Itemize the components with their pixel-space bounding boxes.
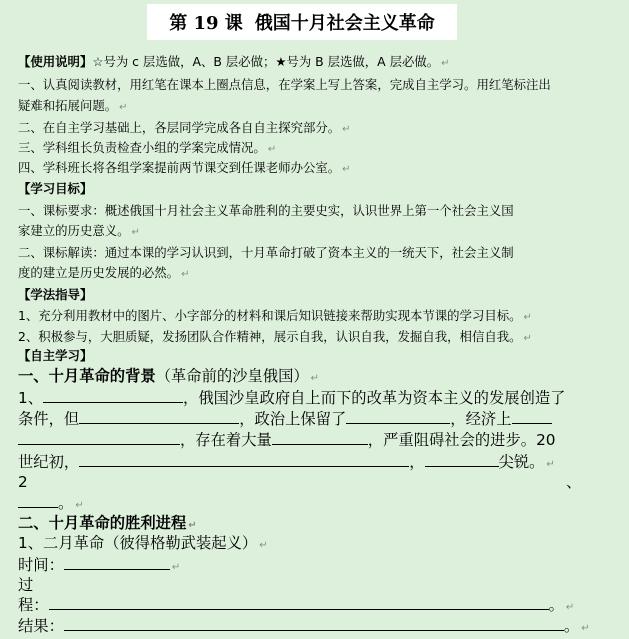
lesson-title-box: [147, 4, 457, 40]
fill-blank[interactable]: [425, 453, 499, 467]
fill-line-1: 1、 ，俄国沙皇政府自上而下的改革为资本主义的发展创造了: [18, 389, 566, 407]
usage-heading: 【使用说明】: [18, 54, 93, 69]
goals-heading: 【学习目标】: [18, 181, 93, 196]
paragraph-mark-icon: ↵: [523, 312, 532, 323]
paragraph-mark-icon: ↵: [181, 269, 190, 280]
usage-item: 三、学科组长负责检查小组的学案完成情况。 ↵: [18, 140, 277, 155]
paragraph-mark-icon: ↵: [119, 102, 128, 113]
fill-line-6: 。 ↵: [18, 493, 84, 516]
fill-blank[interactable]: [18, 494, 58, 508]
fill-line-2: 条件，但 ，政治上保留了 ，经济上: [18, 409, 552, 429]
paragraph-mark-icon: ↵: [171, 562, 181, 573]
goal-item: 一、课标要求：概述俄国十月社会主义革命胜利的主要史实，认识世界上第一个社会主义国: [18, 203, 514, 218]
section-1-title-line: [18, 366, 319, 389]
paragraph-mark-icon: ↵: [342, 164, 351, 175]
time-line: 时间： ↵: [18, 556, 181, 574]
goal-item: 二、课标解读：通过本课的学习认识到，十月革命打破了资本主义的一统天下，社会主义制: [18, 245, 514, 260]
paragraph-mark-icon: ↵: [441, 58, 450, 69]
section-2-title: 二、十月革命的胜利进程 ↵: [18, 514, 197, 532]
section-1-subtitle: （革命前的沙皇俄国）: [155, 367, 309, 385]
usage-item: 疑难和拓展问题。 ↵: [18, 98, 128, 113]
goal-item: 度的建立是历史发展的必然。 ↵: [18, 265, 190, 280]
fill-blank[interactable]: [79, 410, 239, 424]
result-line: 结果： 。 ↵: [18, 617, 590, 635]
self-study-heading: 【自主学习】: [18, 348, 93, 363]
usage-item: 二、在自主学习基础上，各层同学完成各自自主探究部分。 ↵: [18, 120, 351, 135]
paragraph-mark-icon: ↵: [259, 540, 268, 551]
paragraph-mark-icon: ↵: [342, 124, 351, 135]
section-2-subtitle: 1、二月革命（彼得格勒武装起义） ↵: [18, 534, 268, 552]
paragraph-mark-icon: ↵: [267, 144, 277, 155]
usage-rule: ☆号为 c 层选做，A、B 层必做；★号为 B 层选做，A 层必做。: [92, 54, 440, 69]
fill-blank[interactable]: [272, 431, 368, 445]
result-blank[interactable]: [64, 617, 564, 631]
lesson-number: 第 19 课: [169, 13, 243, 34]
time-blank[interactable]: [64, 556, 170, 570]
paragraph-mark-icon: ↵: [565, 602, 575, 613]
goal-item: 家建立的历史意义。 ↵: [18, 223, 140, 238]
fill-blank[interactable]: [512, 410, 552, 424]
fill-blank[interactable]: [346, 410, 450, 424]
fill-blank[interactable]: [18, 431, 180, 445]
fill-line-3: ，存在着大量 ，严重阻碍社会的进步。20: [18, 430, 556, 450]
usage-rule-line: [18, 54, 450, 72]
process-blank[interactable]: [49, 596, 549, 610]
fill-blank[interactable]: [79, 453, 409, 467]
paragraph-mark-icon: ↵: [523, 333, 532, 344]
lesson-title: 俄国十月社会主义革命: [254, 13, 435, 34]
usage-item: 四、学科班长将各组学案提前两节课交到任课老师办公室。 ↵: [18, 160, 351, 175]
fill-line-5-left: 2: [18, 473, 28, 491]
paragraph-mark-icon: ↵: [75, 500, 84, 511]
paragraph-mark-icon: ↵: [310, 373, 320, 384]
paragraph-mark-icon: ↵: [546, 459, 555, 470]
paragraph-mark-icon: ↵: [581, 623, 590, 634]
method-heading: 【学法指导】: [18, 287, 93, 302]
fill-blank[interactable]: [43, 389, 183, 403]
process-label-1: 过: [18, 576, 34, 594]
paragraph-mark-icon: ↵: [131, 227, 140, 238]
method-item: 2、积极参与，大胆质疑，发扬团队合作精神，展示自我，认识自我，发掘自我，相信自我。 ↵: [18, 329, 532, 344]
usage-item: 一、认真阅读教材，用红笔在课本上圈点信息，在学案上写上答案，完成自主学习。用红笔标注出: [18, 77, 551, 92]
fill-line-4: 世纪初， ， 尖锐。 ↵: [18, 453, 555, 471]
process-line: 程： 。 ↵: [18, 596, 575, 614]
method-item: 1、充分利用教材中的图片、小字部分的材料和课后知识链接来帮助实现本节课的学习目标。 ↵: [18, 308, 532, 323]
section-1-title: 一、十月革命的背景: [18, 367, 156, 385]
paragraph-mark-icon: ↵: [188, 520, 197, 531]
fill-line-5-right: 、: [566, 473, 582, 491]
